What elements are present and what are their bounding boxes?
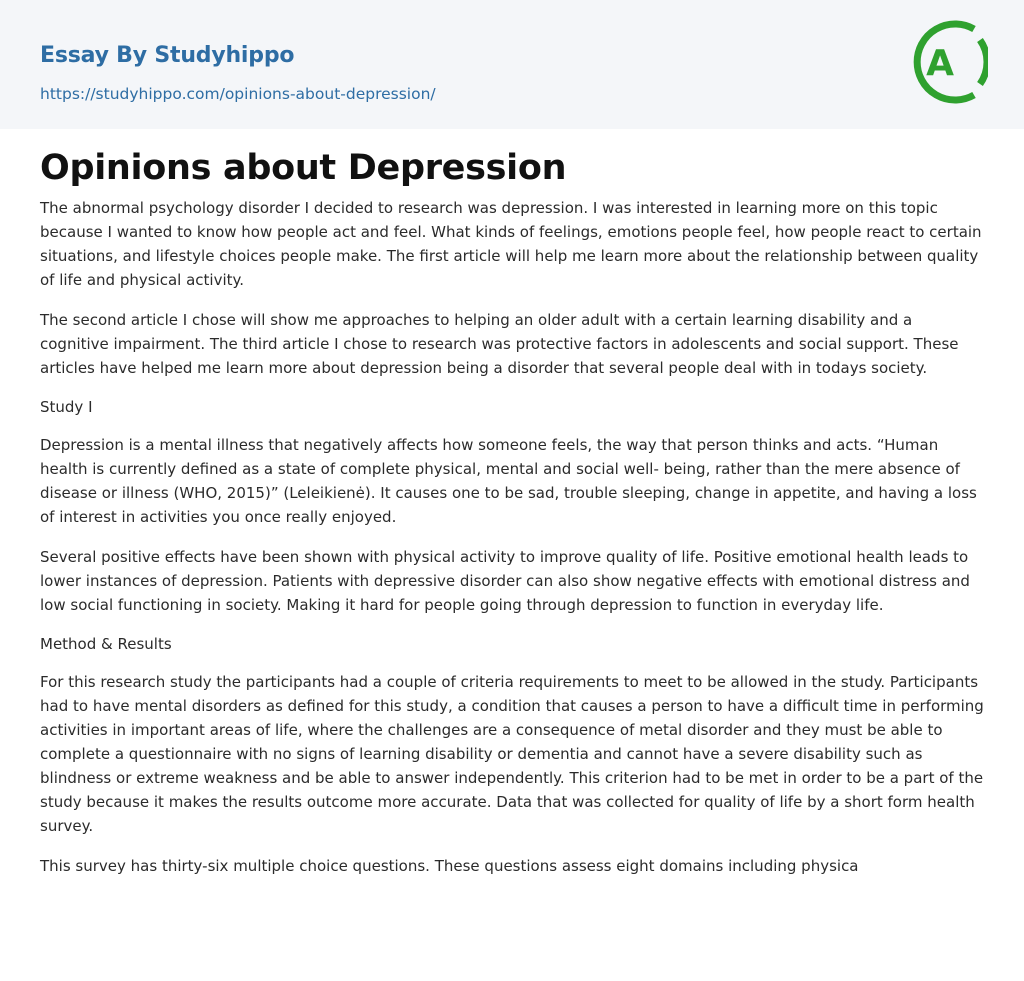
page-title: Opinions about Depression [40, 148, 567, 188]
paragraph: The abnormal psychology disorder I decided to research was depression. I was interested in learning more on this topic because I wanted to know how people act and feel. What kinds of feelings, emotions people feel, how people react to certain situations, and lifestyle choices people make. The first article will help me learn more about the relationship between quality of life and physical activity. [40, 199, 982, 289]
article-text [40, 196, 984, 878]
studyhippo-logo-icon[interactable] [910, 18, 988, 106]
article-body [40, 146, 984, 894]
paragraph: Several positive effects have been shown with physical activity to improve quality of life. Positive emotional health leads to lower instances of depression. Patients with depressive disorder can also show negative effects with emotional distress and low social functioning in society. Making it hard for people going through depression to function in everyday life. [40, 548, 970, 614]
paragraph: For this research study the participants had a couple of criteria requirements to meet to be allowed in the study. Participants had to have mental disorders as defined for this study, a condition that causes a person to have a difficult time in performing activities in important areas of life, where the challenges are a consequence of metal disorder and they must be able to complete a questionnaire with no signs of learning disability or dementia and cannot have a severe disability such as blindness or extreme weakness and be able to answer independently. This criterion had to be met in order to be a part of the study because it makes the results outcome more accurate. Data that was collected for quality of life by a short form health survey. [40, 673, 984, 835]
paragraph: This survey has thirty-six multiple choice questions. These questions assess eight domains including physica [40, 857, 859, 875]
section-heading: Study I [40, 398, 93, 416]
paragraph: Depression is a mental illness that negatively affects how someone feels, the way that person thinks and acts. “Human health is currently defined as a state of complete physical, mental and social well- being, rather than the mere absence of disease or illness (WHO, 2015)” (Leleikienė). It causes one to be sad, trouble sleeping, change in appetite, and having a loss of interest in activities you once really enjoyed. [40, 436, 977, 526]
brand-title: Essay By Studyhippo [40, 43, 295, 68]
logo-letter: A [926, 43, 954, 84]
paragraph: The second article I chose will show me approaches to helping an older adult with a certain learning disability and a cognitive impairment. The third article I chose to research was protective factors in adolescents and social support. These articles have helped me learn more about depression being a disorder that several people deal with in todays society. [40, 311, 959, 377]
essay-url-link[interactable]: https://studyhippo.com/opinions-about-depression/ [40, 85, 436, 103]
section-heading: Method & Results [40, 635, 172, 653]
site-header [0, 0, 1024, 129]
